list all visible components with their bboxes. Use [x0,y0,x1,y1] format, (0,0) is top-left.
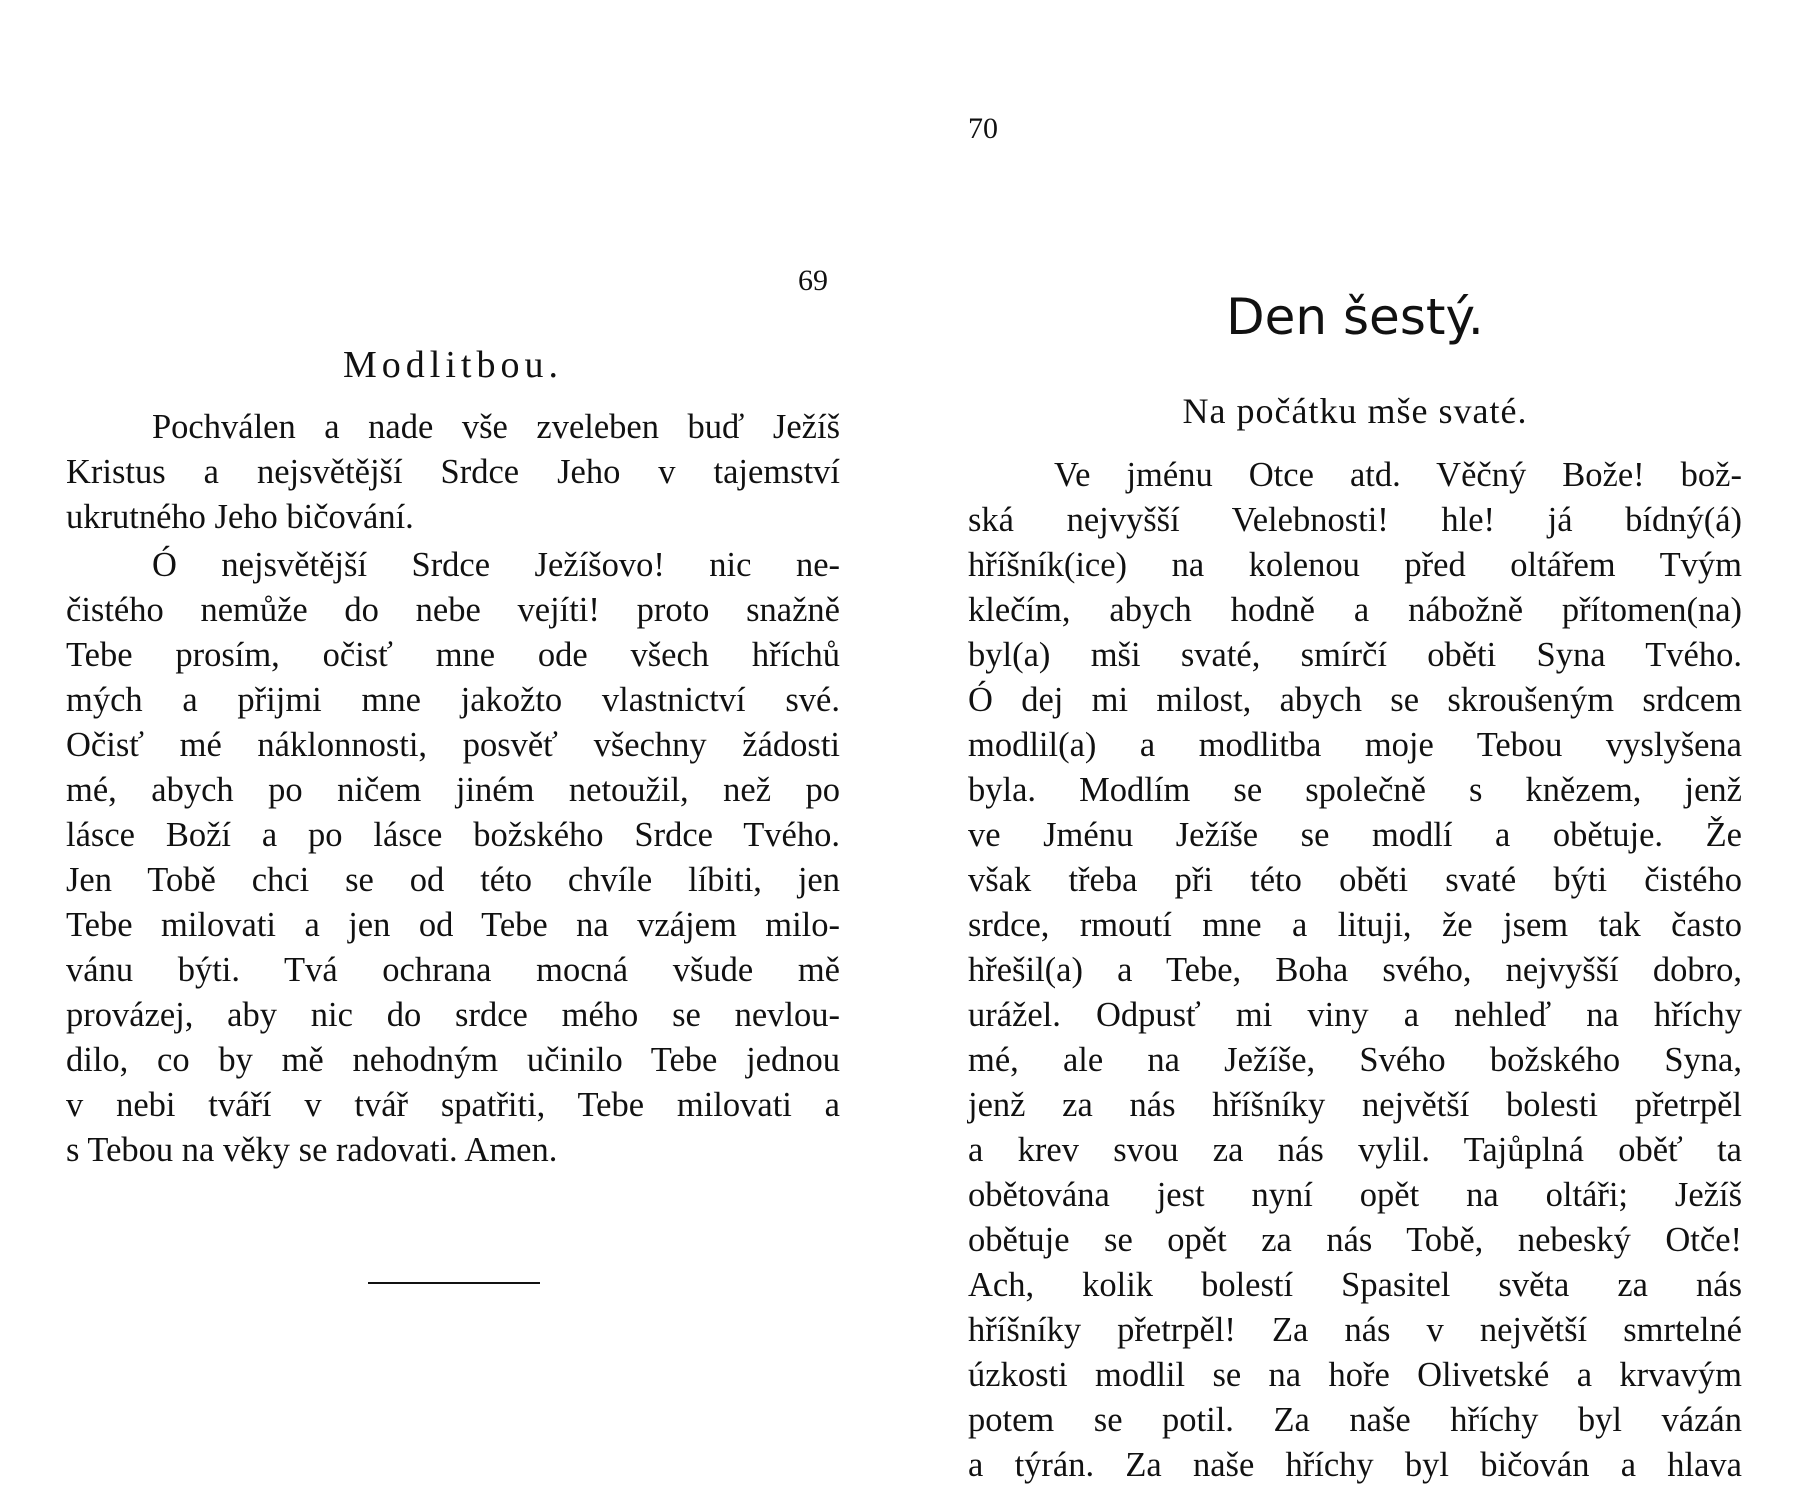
text-line: byla. Modlím se společně s knězem, jenž [968,771,1742,809]
text-line: s Tebou na věky se radovati. Amen. [66,1131,558,1169]
text-line: obětuje se opět za nás Tobě, nebeský Otče! [968,1221,1742,1259]
text-line: čistého nemůže do nebe vejíti! proto snažně [66,591,840,629]
text-line: ukrutného Jeho bičování. [66,498,414,536]
text-line: hříšníky přetrpěl! Za nás v největší smrtelné [968,1311,1742,1349]
text-line: srdce, rmoutí mne a lituji, že jsem tak často [968,906,1742,944]
text-line: Ve jménu Otce atd. Věčný Bože! bož- [1054,456,1742,494]
text-line: vánu býti. Tvá ochrana mocná všude mě [66,951,840,989]
text-line: Ó nejsvětější Srdce Ježíšovo! nic ne- [152,546,840,584]
text-line: ská nejvyšší Velebnosti! hle! já bídný(á) [968,501,1742,539]
right-page-title: Den šestý. [1226,288,1484,346]
text-line: urážel. Odpusť mi viny a nehleď na hříchy [968,996,1742,1034]
text-line: mých a přijmi mne jakožto vlastnictví své. [66,681,840,719]
text-line: dilo, co by mě nehodným učinilo Tebe jednou [66,1041,840,1079]
text-line: a krev svou za nás vylil. Tajůplná oběť ta [968,1131,1742,1169]
text-line: úzkosti modlil se na hoře Olivetské a krvavým [968,1356,1742,1394]
text-line: mé, abych po ničem jiném netoužil, než po [66,771,840,809]
text-line: mé, ale na Ježíše, Svého božského Syna, [968,1041,1742,1079]
text-line: Ach, kolik bolestí Spasitel světa za nás [968,1266,1742,1304]
text-line: Kristus a nejsvětější Srdce Jeho v tajemství [66,453,840,491]
text-line: však třeba při této oběti svaté býti čistého [968,861,1742,899]
text-line: obětována jest nyní opět na oltáři; Ježíš [968,1176,1742,1214]
text-line: v nebi tváří v tvář spatřiti, Tebe milovati a [66,1086,840,1124]
text-line: jenž za nás hříšníky největší bolesti přetrpěl [968,1086,1742,1124]
left-page-heading: Modlitbou. [343,344,563,386]
page-number-top: 70 [968,112,998,145]
text-line: modlil(a) a modlitba moje Tebou vyslyšena [968,726,1742,764]
section-divider [368,1282,540,1284]
text-line: hřešil(a) a Tebe, Boha svého, nejvyšší dobro, [968,951,1742,989]
text-line: Jen Tobě chci se od této chvíle líbiti, jen [66,861,840,899]
page-number-left: 69 [798,264,828,297]
text-line: Pochválen a nade vše zveleben buď Ježíš [152,408,840,446]
text-line: potem se potil. Za naše hříchy byl vázán [968,1401,1742,1439]
text-line: ve Jménu Ježíše se modlí a obětuje. Že [968,816,1742,854]
text-line: Očisť mé náklonnosti, posvěť všechny žádosti [66,726,840,764]
right-page-subtitle: Na počátku mše svaté. [1182,391,1528,431]
text-line: hříšník(ice) na kolenou před oltářem Tvým [968,546,1742,584]
text-line: lásce Boží a po lásce božského Srdce Tvého. [66,816,840,854]
text-line: a týrán. Za naše hříchy byl bičován a hlava [968,1446,1742,1484]
text-line: provázej, aby nic do srdce mého se nevlou- [66,996,840,1034]
text-line: Tebe milovati a jen od Tebe na vzájem milo- [66,906,840,944]
text-line: klečím, abych hodně a nábožně přítomen(na) [968,591,1742,629]
text-line: byl(a) mši svaté, smírčí oběti Syna Tvého. [968,636,1742,674]
text-line: Tebe prosím, očisť mne ode všech hříchů [66,636,840,674]
text-line: Ó dej mi milost, abych se skroušeným srdcem [968,681,1742,719]
